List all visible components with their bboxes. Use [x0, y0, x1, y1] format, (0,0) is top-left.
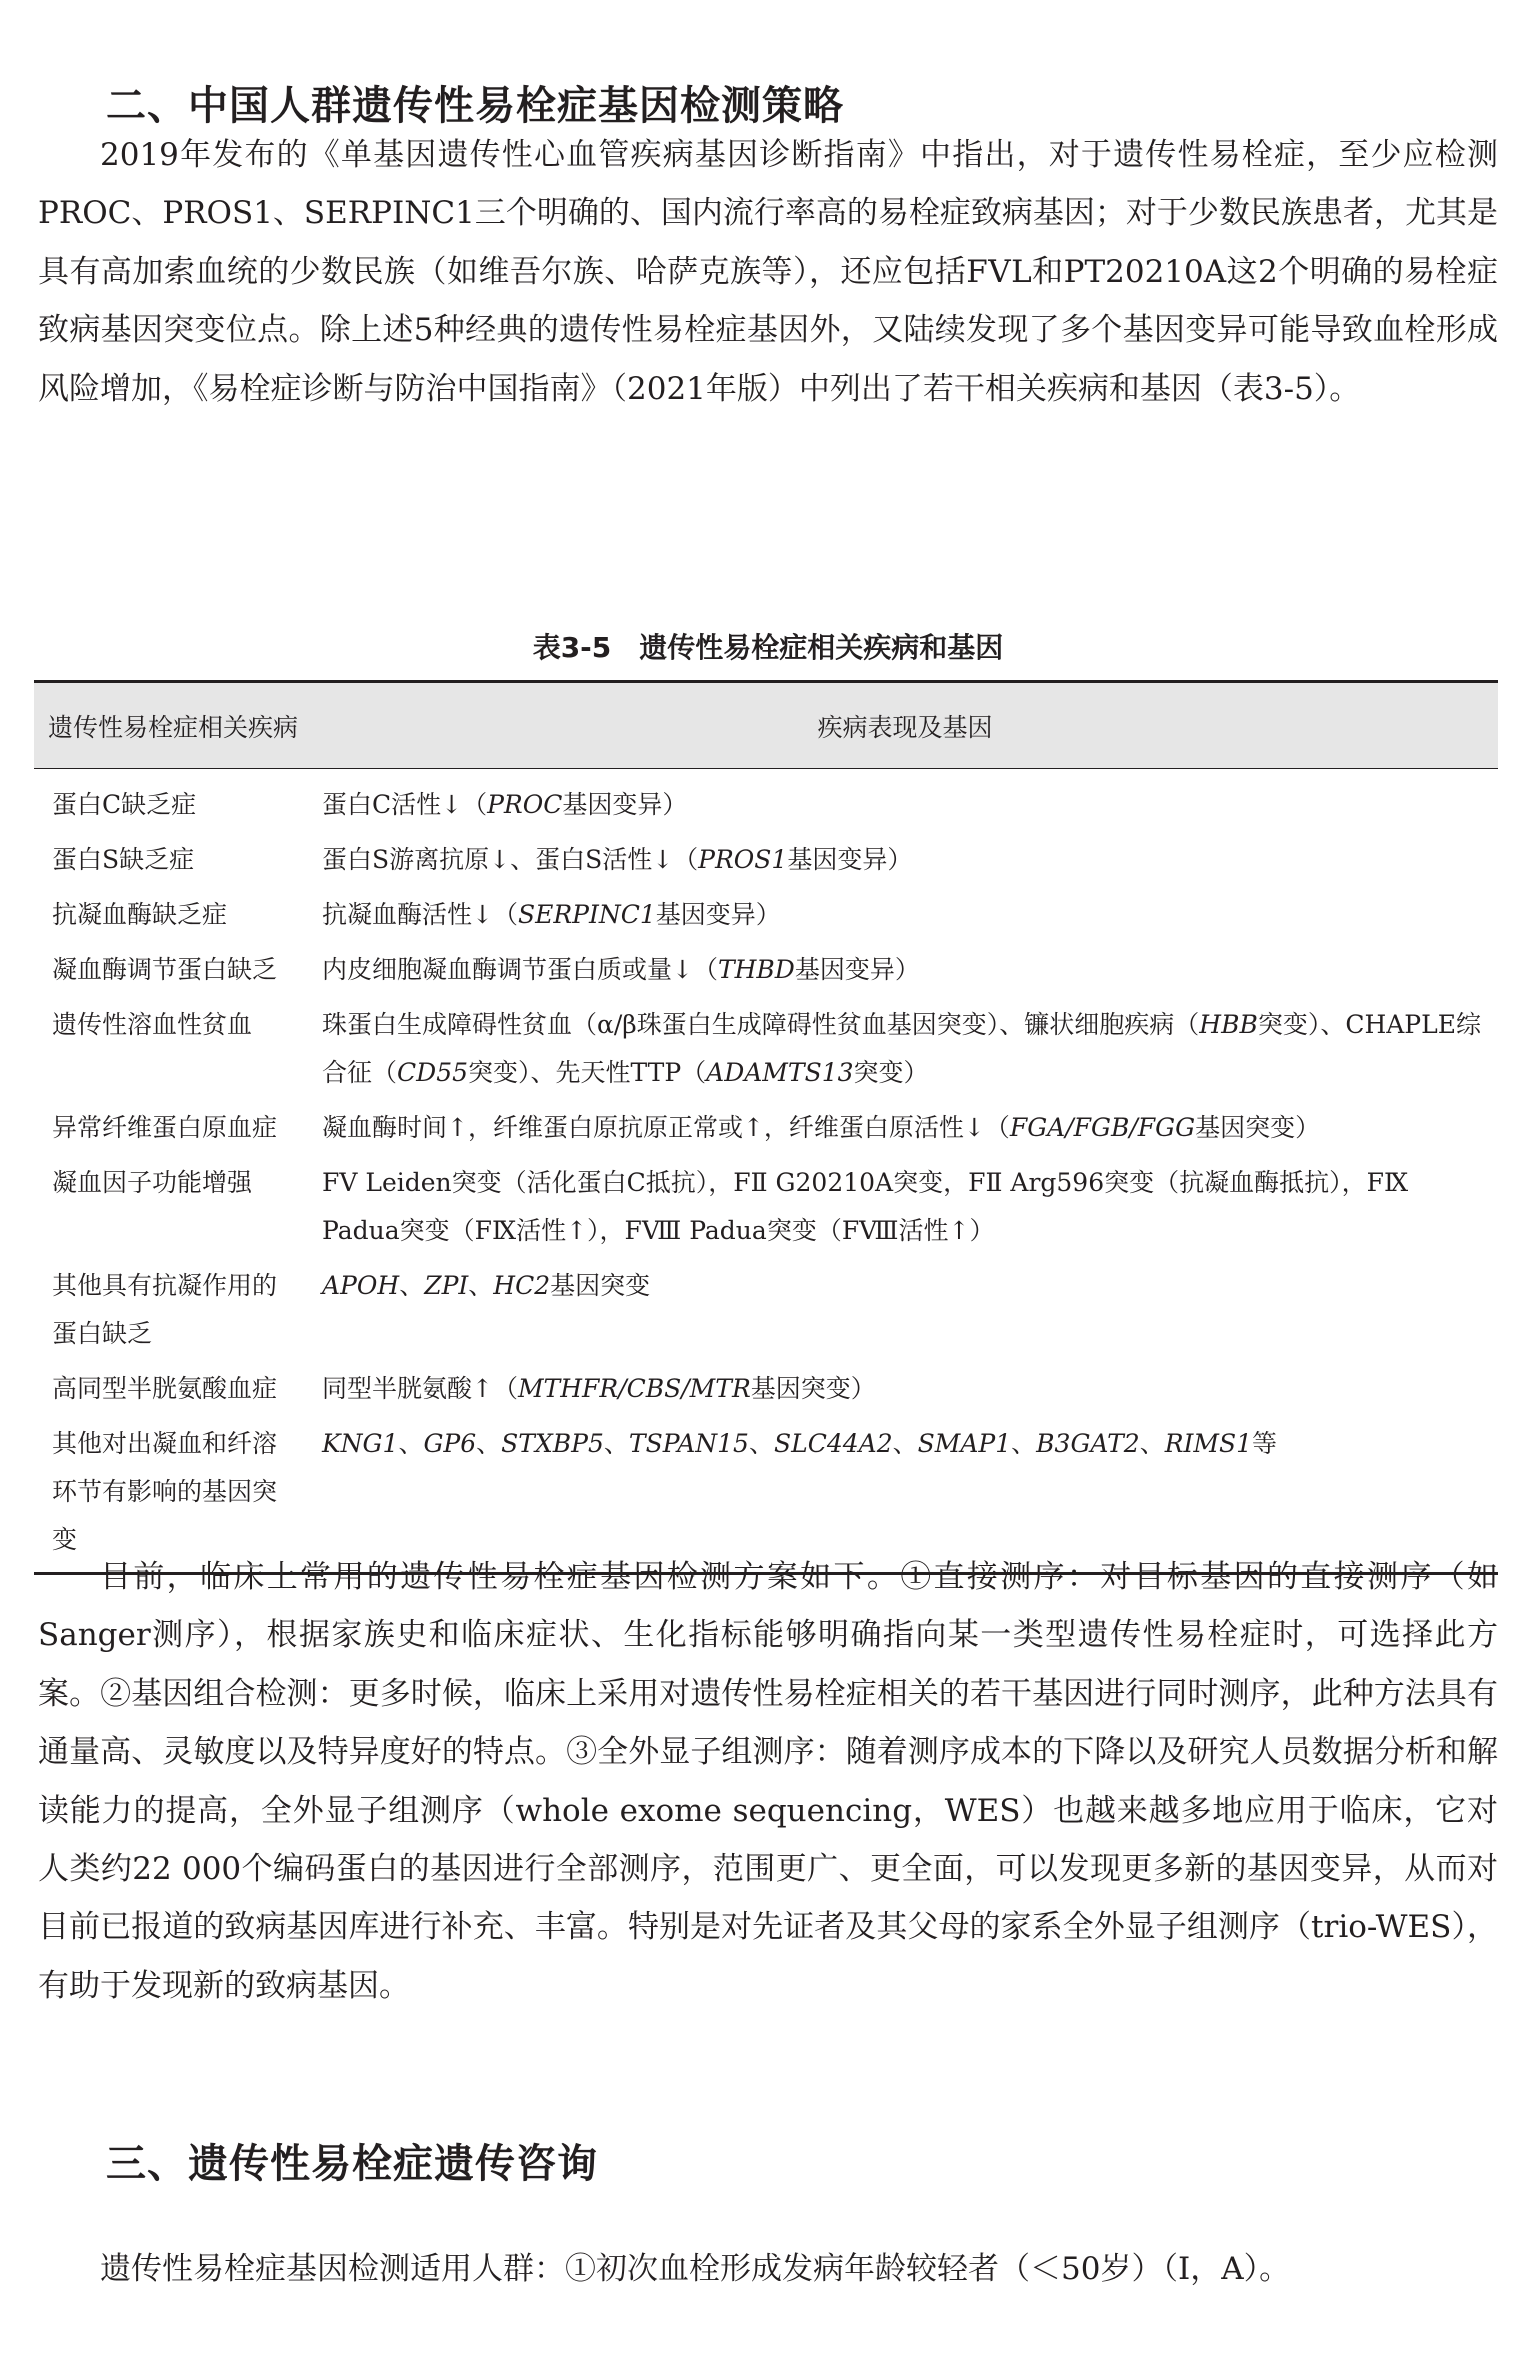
section-heading-3: 三、遗传性易栓症遗传咨询 — [106, 2141, 598, 2187]
paragraph-testing-methods: 目前，临床上常用的遗传性易栓症基因检测方案如下。①直接测序：对目标基因的直接测序（如Sanger测序），根据家族史和临床症状、生化指标能够明确指向某一类型遗传性易栓症时，可选择此方案。②基因组合检测：更多时候，临床上采用对遗传性易栓症相关的若干基因进行同时测序，此种方法具有通量高、灵敏度以及特异度好的特点。③全外显子组测序：随着测序成本的下降以及研究人员数据分析和解读能力的提高，全外显子组测序（whole exome sequencing，WES）也越来越多地应用于临床，它对人类约22 000个编码蛋白的基因进行全部测序，范围更广、更全面，可以发现更多新的基因变异，从而对目前已报道的致病基因库进行补充、丰富。特别是对先证者及其父母的家系全外显子组测序（trio-WES），有助于发现新的致病基因。 — [38, 1559, 1498, 2004]
table-row — [34, 940, 1498, 995]
detail-cell: APOH、ZPI、HC2基因突变 — [322, 1271, 651, 1300]
table-row — [34, 1098, 1498, 1153]
disease-cell: 异常纤维蛋白原血症 — [52, 1113, 278, 1142]
header-disease: 遗传性易栓症相关疾病 — [47, 712, 298, 742]
paragraph-counseling: 遗传性易栓症基因检测适用人群：①初次血栓形成发病年龄较轻者（＜50岁）（Ⅰ，A）。 — [100, 2251, 1291, 2287]
paragraph-intro: 2019年发布的《单基因遗传性心血管疾病基因诊断指南》中指出，对于遗传性易栓症，至少应检测PROC、PROS1、SERPINC1三个明确的、国内流行率高的易栓症致病基因；对于少数民族患者，尤其是具有高加索血统的少数民族（如维吾尔族、哈萨克族等），还应包括FⅤL和PT20210A这2个明确的易栓症致病基因突变位点。除上述5种经典的遗传性易栓症基因外，又陆续发现了多个基因变异可能导致血栓形成风险增加，《易栓症诊断与防治中国指南》（2021年版）中列出了若干相关疾病和基因（表3-5）。 — [38, 137, 1498, 407]
detail-cell: 蛋白S游离抗原↓、蛋白S活性↓（PROS1基因变异） — [322, 845, 913, 874]
table-row — [34, 1153, 1498, 1256]
disease-cell: 蛋白C缺乏症 — [52, 790, 197, 819]
table-caption: 表3-5 遗传性易栓症相关疾病和基因 — [532, 631, 1004, 664]
disease-cell: 其他对出凝血和纤溶环节有影响的基因突变 — [52, 1429, 278, 1554]
detail-cell: 抗凝血酶活性↓（SERPINC1基因变异） — [322, 900, 781, 929]
table-row — [34, 885, 1498, 940]
detail-cell: KNG1、GP6、STXBP5、TSPAN15、SLC44A2、SMAP1、B3GAT2、RIMS1等 — [322, 1429, 1278, 1458]
table-header-row — [34, 682, 1498, 769]
disease-cell: 其他具有抗凝作用的蛋白缺乏 — [52, 1271, 278, 1348]
table-row — [34, 830, 1498, 885]
disease-cell: 遗传性溶血性贫血 — [52, 1010, 253, 1039]
disease-cell: 凝血酶调节蛋白缺乏 — [52, 955, 278, 984]
gene-table — [34, 680, 1498, 1575]
disease-cell: 抗凝血酶缺乏症 — [52, 900, 228, 929]
table-row — [34, 1256, 1498, 1359]
table-row — [34, 995, 1498, 1098]
detail-cell: 同型半胱氨酸↑（MTHFR/CBS/MTR基因突变） — [322, 1374, 876, 1403]
disease-cell: 蛋白S缺乏症 — [52, 845, 195, 874]
detail-cell: 蛋白C活性↓（PROC基因变异） — [322, 790, 688, 819]
disease-cell: 高同型半胱氨酸血症 — [52, 1374, 278, 1403]
table-row — [34, 769, 1498, 831]
detail-cell: 凝血酶时间↑，纤维蛋白原抗原正常或↑，纤维蛋白原活性↓（FGA/FGB/FGG基因突变） — [322, 1113, 1321, 1142]
detail-cell: 内皮细胞凝血酶调节蛋白质或量↓（THBD基因变异） — [322, 955, 920, 984]
disease-cell: 凝血因子功能增强 — [52, 1168, 253, 1197]
detail-cell: 珠蛋白生成障碍性贫血（α/β珠蛋白生成障碍性贫血基因突变）、镰状细胞疾病（HBB突变）、CHAPLE综合征（CD55突变）、先天性TTP（ADAMTS13突变） — [322, 1010, 1481, 1087]
header-detail: 疾病表现及基因 — [817, 712, 993, 742]
table-row — [34, 1359, 1498, 1414]
detail-cell: FⅤ Leiden突变（活化蛋白C抵抗），FⅡ G20210A突变，FⅡ Arg596突变（抗凝血酶抵抗），FⅨ Padua突变（FⅨ活性↑），FⅧ Padua突变（FⅧ活性↑） — [322, 1168, 1409, 1245]
section-heading-2: 二、中国人群遗传性易栓症基因检测策略 — [106, 83, 844, 129]
